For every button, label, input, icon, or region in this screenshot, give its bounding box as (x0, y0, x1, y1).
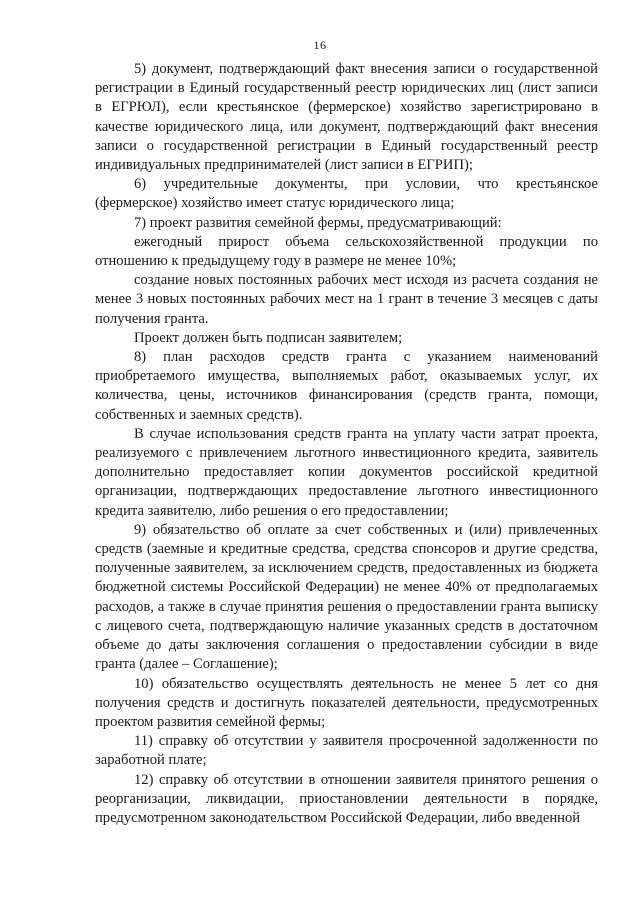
page-number: 16 (313, 38, 327, 52)
paragraph-project-signature: Проект должен быть подписан заявителем; (134, 329, 403, 346)
paragraph-credit-documents: В случае использования средств гранта на уплату части затрат проекта, реализуемого с привлечением льготного инвестиционного кредита, заявитель дополнительно предоставляет копии документов российской кредитной организации, подтверждающих предоставление льготного инвестиционного кредита заявителю, либо решения о его предоставлении; (95, 425, 598, 519)
paragraph-item-11: 11) справку об отсутствии у заявителя просроченной задолженности по заработной плате; (95, 733, 598, 769)
paragraph-item-5: 5) документ, подтверждающий факт внесения записи о государственной регистрации в Единый государственный реестр юридических лиц (лист записи в ЕГРЮЛ), если крестьянское (фермерское) хозяйство зарегистрировано в качестве юридического лица, или документ, подтверждающий факт внесения записи о государственной регистрации в Единый государственный реестр индивидуальных предпринимателей (лист записи в ЕГРИП); (95, 61, 598, 174)
paragraph-item-6: 6) учредительные документы, при условии, что крестьянское (фермерское) хозяйство имеет статус юридического лица; (95, 176, 598, 212)
document-body (95, 60, 598, 828)
paragraph-growth-requirement: ежегодный прирост объема сельскохозяйственной продукции по отношению к предыдущему году в размере не менее 10%; (95, 233, 598, 270)
paragraph-item-9: 9) обязательство об оплате за счет собственных и (или) привлеченных средств (заемные и кредитные средства, средства спонсоров и другие средства, полученные заявителем, за исключением средств, предоставленных из бюджета бюджетной системы Российской Федерации) не менее 40% от предполагаемых расходов, а также в случае принятия решения о предоставлении гранта выписку с лицевого счета, подтверждающую наличие указанных средств в достаточном объеме до даты заключения соглашения о предоставлении субсидии в виде гранта (далее – Соглашение); (95, 521, 598, 673)
paragraph-item-8: 8) план расходов средств гранта с указанием наименований приобретаемого имущества, выполняемых работ, оказываемых услуг, их количества, цены, источников финансирования (средств гранта, помощи, собственных и заемных средств). (95, 349, 598, 423)
paragraph-item-7: 7) проект развития семейной фермы, предусматривающий: (134, 214, 502, 231)
paragraph-item-12: 12) справку об отсутствии в отношении заявителя принятого решения о реорганизации, ликвидации, приостановлении деятельности в порядке, предусмотренном законодательством Российской Федерации, либо введенной (95, 771, 598, 826)
paragraph-item-10: 10) обязательство осуществлять деятельность не менее 5 лет со дня получения средств и достигнуть показателей деятельности, предусмотренных проектом развития семейной фермы; (95, 675, 598, 730)
paragraph-jobs-requirement: создание новых постоянных рабочих мест исходя из расчета создания не менее 3 новых постоянных рабочих мест на 1 грант в течение 3 месяцев с даты получения гранта. (95, 272, 598, 327)
